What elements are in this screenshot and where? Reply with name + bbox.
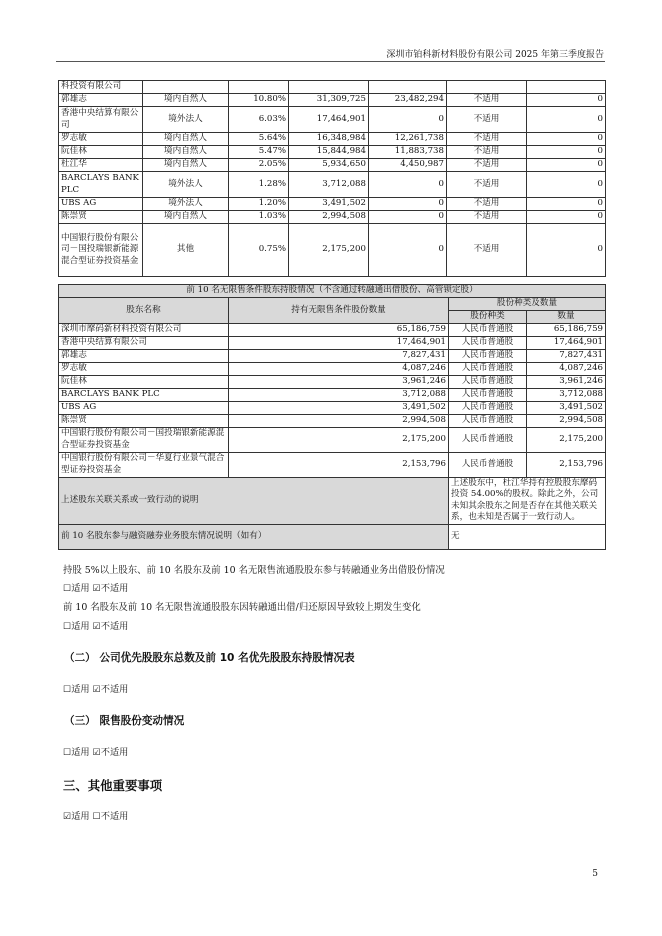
holder-nature: 境外法人 <box>143 107 229 133</box>
holder-nature: 境内自然人 <box>143 133 229 146</box>
table-row <box>59 362 606 375</box>
unrestricted-share-count: 2,153,796 <box>229 452 449 477</box>
pledge-quantity: 0 <box>527 146 606 159</box>
holder-name: 郭雄志 <box>59 349 229 362</box>
restricted-share-count: 0 <box>369 211 447 224</box>
pledge-quantity: 0 <box>527 172 606 198</box>
change-note-title: 前 10 名股东及前 10 名无限售流通股股东因转融通出借/归还原因导致较上期发生变化 <box>63 602 421 613</box>
pledge-status: 不适用 <box>447 146 527 159</box>
table-row <box>59 94 606 107</box>
holding-percent: 1.03% <box>229 211 289 224</box>
pledge-status: 不适用 <box>447 224 527 277</box>
share-amount: 65,186,759 <box>527 323 606 336</box>
share-kind: 人民币普通股 <box>449 427 527 452</box>
holder-name: UBS AG <box>59 198 143 211</box>
table-row <box>59 336 606 349</box>
table-row <box>59 81 606 94</box>
pledge-status: 不适用 <box>447 107 527 133</box>
col-header-holder-name: 股东名称 <box>59 298 229 324</box>
share-count: 3,712,088 <box>289 172 369 198</box>
holder-name: 罗志敏 <box>59 362 229 375</box>
share-kind: 人民币普通股 <box>449 401 527 414</box>
share-kind: 人民币普通股 <box>449 323 527 336</box>
share-amount: 3,961,246 <box>527 375 606 388</box>
holder-name: BARCLAYS BANK PLC <box>59 172 143 198</box>
share-count: 17,464,901 <box>289 107 369 133</box>
restricted-share-count: 0 <box>369 107 447 133</box>
unrestricted-share-count: 2,175,200 <box>229 427 449 452</box>
pledge-quantity <box>527 81 606 94</box>
lending-note-title: 持股 5%以上股东、前 10 名股东及前 10 名无限售流通股股东参与转融通业务出借股份情况 <box>63 565 445 576</box>
holding-percent: 6.03% <box>229 107 289 133</box>
share-count: 2,175,200 <box>289 224 369 277</box>
relation-label: 上述股东关联关系或一致行动的说明 <box>59 477 449 524</box>
unrestricted-share-count: 3,961,246 <box>229 375 449 388</box>
share-amount: 3,491,502 <box>527 401 606 414</box>
share-count: 3,491,502 <box>289 198 369 211</box>
holder-name: 郭雄志 <box>59 94 143 107</box>
preferred-shares-checkbox[interactable]: ☐适用 ☑不适用 <box>63 684 129 695</box>
section-restricted-shares-heading: （三） 限售股份变动情况 <box>64 715 185 727</box>
holder-nature: 境外法人 <box>143 172 229 198</box>
pledge-status <box>447 81 527 94</box>
holding-percent: 5.64% <box>229 133 289 146</box>
section-preferred-shares-heading: （二） 公司优先股股东总数及前 10 名优先股股东持股情况表 <box>64 652 355 664</box>
pledge-quantity: 0 <box>527 159 606 172</box>
restricted-share-count: 0 <box>369 224 447 277</box>
pledge-status: 不适用 <box>447 198 527 211</box>
share-count <box>289 81 369 94</box>
holder-name: 中国银行股份有限公司－华夏行业景气混合型证券投资基金 <box>59 452 229 477</box>
holding-percent: 1.28% <box>229 172 289 198</box>
share-count: 16,348,984 <box>289 133 369 146</box>
holder-name: 中国银行股份有限公司－国投瑞银新能源混合型证券投资基金 <box>59 427 229 452</box>
share-kind: 人民币普通股 <box>449 375 527 388</box>
holding-percent: 1.20% <box>229 198 289 211</box>
margin-trading-text: 无 <box>449 524 606 549</box>
unrestricted-share-count: 65,186,759 <box>229 323 449 336</box>
share-count: 5,934,650 <box>289 159 369 172</box>
report-header-title: 深圳市铂科新材料股份有限公司 2025 年第三季度报告 <box>386 50 604 60</box>
holding-percent: 2.05% <box>229 159 289 172</box>
margin-trading-label: 前 10 名股东参与融资融券业务股东情况说明（如有） <box>59 524 449 549</box>
share-kind: 人民币普通股 <box>449 388 527 401</box>
col-header-share-kind: 股份种类 <box>449 311 527 324</box>
table-row <box>59 323 606 336</box>
col-header-unrestricted-qty: 持有无限售条件股份数量 <box>229 298 449 324</box>
other-matters-checkbox[interactable]: ☑适用 ☐不适用 <box>63 811 129 822</box>
table-row <box>59 401 606 414</box>
unrestricted-share-count: 7,827,431 <box>229 349 449 362</box>
table-row <box>59 388 606 401</box>
table-row <box>59 133 606 146</box>
holder-name: 香港中央结算有限公司 <box>59 107 143 133</box>
pledge-status: 不适用 <box>447 172 527 198</box>
table-row <box>59 198 606 211</box>
unrestricted-shareholders-table <box>58 284 606 550</box>
restricted-share-count: 12,261,738 <box>369 133 447 146</box>
holder-name: 中国银行股份有限公司－国投瑞银新能源混合型证券投资基金 <box>59 224 143 277</box>
table-row <box>59 159 606 172</box>
holder-nature: 其他 <box>143 224 229 277</box>
table-row <box>59 224 606 277</box>
pledge-status: 不适用 <box>447 133 527 146</box>
share-kind: 人民币普通股 <box>449 452 527 477</box>
holder-name: 陈崇贤 <box>59 211 143 224</box>
share-amount: 4,087,246 <box>527 362 606 375</box>
holder-name: 陈崇贤 <box>59 414 229 427</box>
pledge-quantity: 0 <box>527 107 606 133</box>
share-amount: 17,464,901 <box>527 336 606 349</box>
holder-name: 阮佳林 <box>59 375 229 388</box>
holder-name: BARCLAYS BANK PLC <box>59 388 229 401</box>
col-header-share-amount: 数量 <box>527 311 606 324</box>
pledge-quantity: 0 <box>527 211 606 224</box>
relation-text: 上述股东中，杜江华持有控股股东摩码投资 54.00%的股权。除此之外，公司未知其余股东之间是否存在其他关联关系，也未知是否属于一致行动人。 <box>449 477 606 524</box>
restricted-share-count: 11,883,738 <box>369 146 447 159</box>
table-row <box>59 146 606 159</box>
unrestricted-share-count: 4,087,246 <box>229 362 449 375</box>
unrestricted-share-count: 3,491,502 <box>229 401 449 414</box>
chapter-other-matters-heading: 三、其他重要事项 <box>63 778 163 793</box>
share-amount: 7,827,431 <box>527 349 606 362</box>
holder-nature: 境内自然人 <box>143 159 229 172</box>
table-row <box>59 107 606 133</box>
holder-nature: 境内自然人 <box>143 211 229 224</box>
holder-name: UBS AG <box>59 401 229 414</box>
holder-name: 科投资有限公司 <box>59 81 143 94</box>
restricted-share-count: 0 <box>369 172 447 198</box>
unrestricted-share-count: 2,994,508 <box>229 414 449 427</box>
lending-note-checkbox[interactable]: ☐适用 ☑不适用 <box>63 583 129 594</box>
table-row <box>59 172 606 198</box>
holding-percent: 10.80% <box>229 94 289 107</box>
pledge-quantity: 0 <box>527 94 606 107</box>
restricted-shares-checkbox[interactable]: ☐适用 ☑不适用 <box>63 747 129 758</box>
share-amount: 2,994,508 <box>527 414 606 427</box>
pledge-quantity: 0 <box>527 198 606 211</box>
holding-percent <box>229 81 289 94</box>
share-count: 15,844,984 <box>289 146 369 159</box>
pledge-status: 不适用 <box>447 159 527 172</box>
holder-nature: 境内自然人 <box>143 94 229 107</box>
holder-nature: 境外法人 <box>143 198 229 211</box>
restricted-share-count: 23,482,294 <box>369 94 447 107</box>
change-note-checkbox[interactable]: ☐适用 ☑不适用 <box>63 621 129 632</box>
share-count: 31,309,725 <box>289 94 369 107</box>
unrestricted-share-count: 3,712,088 <box>229 388 449 401</box>
unrestricted-share-count: 17,464,901 <box>229 336 449 349</box>
unrestricted-table-title: 前 10 名无限售条件股东持股情况（不含通过转融通出借股份、高管锁定股） <box>59 285 606 298</box>
table-row <box>59 375 606 388</box>
pledge-quantity: 0 <box>527 133 606 146</box>
pledge-status: 不适用 <box>447 211 527 224</box>
table-row <box>59 414 606 427</box>
holder-nature: 境内自然人 <box>143 146 229 159</box>
share-kind: 人民币普通股 <box>449 336 527 349</box>
holder-name: 阮佳林 <box>59 146 143 159</box>
holding-percent: 0.75% <box>229 224 289 277</box>
holder-name: 香港中央结算有限公司 <box>59 336 229 349</box>
holder-name: 罗志敏 <box>59 133 143 146</box>
share-amount: 3,712,088 <box>527 388 606 401</box>
share-count: 2,994,508 <box>289 211 369 224</box>
restricted-share-count: 0 <box>369 198 447 211</box>
header-divider <box>56 61 605 62</box>
holder-name: 杜江华 <box>59 159 143 172</box>
share-kind: 人民币普通股 <box>449 349 527 362</box>
table-row <box>59 349 606 362</box>
holder-name: 深圳市摩码新材料投资有限公司 <box>59 323 229 336</box>
holder-nature <box>143 81 229 94</box>
holding-percent: 5.47% <box>229 146 289 159</box>
share-amount: 2,153,796 <box>527 452 606 477</box>
restricted-share-count: 4,450,987 <box>369 159 447 172</box>
pledge-status: 不适用 <box>447 94 527 107</box>
page-number: 5 <box>592 869 598 879</box>
top10-shareholders-table <box>58 80 606 277</box>
col-header-share-kind-group: 股份种类及数量 <box>449 298 606 311</box>
table-row <box>59 211 606 224</box>
restricted-share-count <box>369 81 447 94</box>
pledge-quantity: 0 <box>527 224 606 277</box>
share-kind: 人民币普通股 <box>449 414 527 427</box>
share-amount: 2,175,200 <box>527 427 606 452</box>
table-row <box>59 452 606 477</box>
table-row <box>59 427 606 452</box>
share-kind: 人民币普通股 <box>449 362 527 375</box>
